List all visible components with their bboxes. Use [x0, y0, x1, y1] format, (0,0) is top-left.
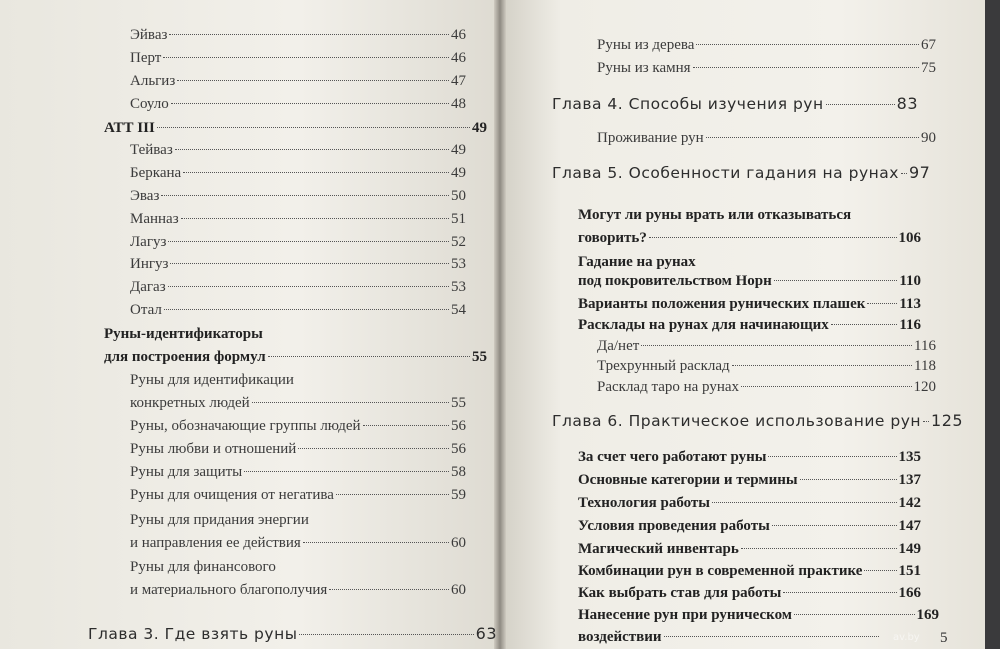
toc-page-number: 120: [913, 379, 936, 395]
toc-entry-title: Трехрунный расклад: [597, 358, 730, 374]
toc-page-number: 60: [451, 582, 466, 598]
toc-entry: [578, 315, 921, 335]
toc-page-number: 55: [451, 395, 466, 411]
toc-page-number: 53: [451, 256, 466, 272]
dot-leader: [774, 280, 898, 281]
toc-entry: [130, 393, 466, 413]
toc-entry: [130, 485, 466, 505]
dot-leader: [252, 402, 449, 403]
toc-entry: [552, 163, 931, 183]
toc-page-number: 67: [921, 37, 936, 53]
dot-leader: [712, 502, 897, 503]
dot-leader: [901, 173, 907, 174]
toc-page-number: 55: [472, 349, 487, 365]
toc-page-number: 151: [898, 563, 921, 579]
toc-page-number: 54: [451, 302, 466, 318]
dot-leader: [171, 103, 449, 104]
toc-page-number: 149: [898, 541, 921, 557]
toc-page-number: 116: [914, 338, 936, 354]
toc-entry-title: Условия проведения работы: [578, 518, 770, 534]
toc-entry-title: Руны любви и отношений: [130, 441, 297, 457]
toc-entry: [130, 277, 466, 297]
toc-entry: [578, 539, 921, 559]
toc-entry: [130, 48, 466, 68]
toc-page-number: 142: [898, 495, 921, 511]
toc-entry: [578, 516, 921, 536]
toc-entry: [130, 439, 466, 459]
toc-entry: [130, 462, 466, 482]
toc-entry-title: Магический инвентарь: [578, 541, 739, 557]
toc-entry-title: Глава 3. Где взять руны: [88, 625, 298, 643]
toc-entry: [130, 300, 466, 320]
page-number: 5: [940, 630, 948, 646]
toc-entry-title: За счет чего работают руны: [578, 449, 767, 465]
dot-leader: [706, 137, 919, 138]
toc-page-number: 46: [451, 50, 466, 66]
toc-entry: [130, 416, 466, 436]
toc-entry: [552, 94, 918, 114]
toc-entry-title: воздействии: [578, 629, 662, 645]
toc-page-number: 59: [451, 487, 466, 503]
toc-page-number: 118: [914, 358, 936, 374]
toc-entry-title: Расклад таро на рунах: [597, 379, 740, 395]
dot-leader: [177, 80, 449, 81]
toc-entry-title: Тейваз: [130, 142, 173, 158]
toc-entry-title: Руны для придания энергии: [130, 512, 309, 528]
toc-entry: [130, 140, 466, 160]
toc-page-number: 60: [451, 535, 466, 551]
toc-page-number: 75: [921, 60, 936, 76]
toc-entry: [130, 557, 466, 577]
toc-entry-title: Беркана: [130, 165, 182, 181]
toc-page-number: 56: [451, 441, 466, 457]
dot-leader: [696, 44, 919, 45]
toc-entry: [578, 447, 921, 467]
toc-entry-title: Да/нет: [597, 338, 640, 354]
toc-page-number: 49: [451, 142, 466, 158]
toc-entry-title: и направления ее действия: [130, 535, 301, 551]
toc-entry-title: Эйваз: [130, 27, 168, 43]
toc-entry: [578, 294, 921, 314]
toc-entry: [130, 186, 466, 206]
toc-page-number: 97: [908, 163, 931, 182]
toc-entry: [578, 561, 921, 581]
toc-entry-title: Комбинации рун в современной практике: [578, 563, 863, 579]
toc-page-number: 48: [451, 96, 466, 112]
toc-entry-title: Основные категории и термины: [578, 472, 798, 488]
toc-entry-title: Глава 4. Способы изучения рун: [552, 95, 824, 113]
toc-page-number: 166: [898, 585, 921, 601]
toc-page-number: 106: [898, 230, 921, 246]
dot-leader: [170, 263, 449, 264]
toc-entry: [597, 35, 936, 55]
toc-page-number: 113: [899, 296, 921, 312]
dot-leader: [268, 356, 470, 357]
toc-entry: [597, 377, 936, 397]
toc-entry-title: Лагуз: [130, 234, 167, 250]
toc-page-number: 50: [451, 188, 466, 204]
toc-entry: [130, 580, 466, 600]
toc-entry-title: Нанесение рун при руническом: [578, 607, 793, 623]
toc-entry-title: Как выбрать став для работы: [578, 585, 782, 601]
toc-entry: [104, 347, 487, 367]
toc-entry: [578, 205, 921, 225]
toc-entry-title: Соуло: [130, 96, 169, 112]
toc-entry: [130, 533, 466, 553]
toc-entry-title: Руны из камня: [597, 60, 691, 76]
toc-entry-title: АТТ III: [104, 120, 155, 136]
dot-leader: [183, 172, 449, 173]
dot-leader: [693, 67, 919, 68]
toc-entry-title: Дагаз: [130, 279, 166, 295]
toc-entry: [578, 627, 921, 647]
dot-leader: [298, 448, 449, 449]
toc-entry-title: Руны, обозначающие группы людей: [130, 418, 361, 434]
dot-leader: [649, 237, 897, 238]
dot-leader: [169, 34, 449, 35]
dot-leader: [831, 324, 898, 325]
toc-entry: [130, 209, 466, 229]
toc-page-number: 90: [921, 130, 936, 146]
toc-entry-title: Расклады на рунах для начинающих: [578, 317, 829, 333]
toc-entry: [130, 254, 466, 274]
dot-leader: [244, 471, 449, 472]
toc-entry-title: Эваз: [130, 188, 160, 204]
toc-entry: [597, 58, 936, 78]
toc-page-number: 116: [899, 317, 921, 333]
dot-leader: [161, 195, 449, 196]
toc-entry-title: Технология работы: [578, 495, 710, 511]
toc-entry: [597, 336, 936, 356]
toc-entry-title: Манназ: [130, 211, 179, 227]
toc-entry-title: и материального благополучия: [130, 582, 328, 598]
toc-page-number: 49: [451, 165, 466, 181]
toc-entry: [578, 583, 921, 603]
dot-leader: [168, 241, 449, 242]
toc-entry: [104, 324, 487, 344]
toc-entry: [597, 128, 936, 148]
dot-leader: [867, 303, 897, 304]
dot-leader: [175, 149, 449, 150]
toc-page-number: 110: [899, 273, 921, 289]
toc-entry: [130, 232, 466, 252]
toc-entry-title: Глава 5. Особенности гадания на рунах: [552, 164, 899, 182]
toc-entry: [578, 605, 939, 625]
toc-entry: [597, 356, 936, 376]
dot-leader: [181, 218, 449, 219]
toc-page-number: 58: [451, 464, 466, 480]
dot-leader: [168, 286, 449, 287]
toc-entry: [130, 94, 466, 114]
toc-entry: [130, 25, 466, 45]
toc-page-number: 147: [898, 518, 921, 534]
toc-entry-title: Варианты положения рунических плашек: [578, 296, 866, 312]
dot-leader: [157, 127, 470, 128]
toc-entry-title: Ингуз: [130, 256, 169, 272]
watermark: av.by: [893, 632, 920, 643]
dot-leader: [826, 104, 895, 105]
dot-leader: [164, 309, 449, 310]
toc-entry-title: Гадание на рунах: [578, 254, 696, 270]
dot-leader: [299, 634, 473, 635]
toc-entry-title: Могут ли руны врать или отказываться: [578, 207, 852, 223]
toc-entry: [130, 370, 466, 390]
toc-entry-title: Руны-идентификаторы: [104, 326, 263, 342]
toc-page-number: 46: [451, 27, 466, 43]
toc-page-number: 135: [898, 449, 921, 465]
dot-leader: [303, 542, 449, 543]
dot-leader: [664, 636, 879, 637]
dot-leader: [800, 479, 897, 480]
dot-leader: [923, 421, 929, 422]
toc-entry-title: конкретных людей: [130, 395, 250, 411]
toc-entry-title: Альгиз: [130, 73, 176, 89]
toc-page-number: 53: [451, 279, 466, 295]
toc-page-number: 83: [896, 94, 918, 113]
toc-page-number: 63: [475, 624, 497, 643]
toc-entry-title: Отал: [130, 302, 162, 318]
toc-entry-title: Проживание рун: [597, 130, 704, 146]
dot-leader: [163, 57, 449, 58]
dot-leader: [783, 592, 896, 593]
toc-entry: [104, 118, 487, 138]
dot-leader: [772, 525, 897, 526]
toc-entry-title: Руны для идентификации: [130, 372, 294, 388]
dot-leader: [732, 365, 912, 366]
toc-page-number: 51: [451, 211, 466, 227]
toc-entry-title: под покровительством Норн: [578, 273, 772, 289]
toc-entry-title: говорить?: [578, 230, 647, 246]
toc-page-number: 49: [472, 120, 487, 136]
toc-entry: [578, 271, 921, 291]
toc-entry-title: Руны для финансового: [130, 559, 276, 575]
dot-leader: [864, 570, 896, 571]
toc-entry: [552, 411, 964, 431]
dot-leader: [741, 386, 911, 387]
toc-page-number: 52: [451, 234, 466, 250]
toc-entry: [578, 252, 921, 272]
toc-entry: [578, 228, 921, 248]
dot-leader: [768, 456, 896, 457]
toc-entry: [130, 163, 466, 183]
dot-leader: [741, 548, 897, 549]
dot-leader: [794, 614, 914, 615]
toc-entry-title: Руны для очищения от негатива: [130, 487, 334, 503]
toc-page-number: 137: [898, 472, 921, 488]
dot-leader: [641, 345, 912, 346]
toc-entry: [578, 493, 921, 513]
toc-entry-title: Руны из дерева: [597, 37, 695, 53]
toc-entry: [578, 470, 921, 490]
toc-entry-title: Глава 6. Практическое использование рун: [552, 412, 922, 430]
toc-page-number: 56: [451, 418, 466, 434]
toc-entry: [130, 510, 466, 530]
toc-page-number: 125: [931, 411, 964, 430]
dot-leader: [329, 589, 449, 590]
dot-leader: [363, 425, 449, 426]
dot-leader: [336, 494, 449, 495]
toc-page-number: 47: [451, 73, 466, 89]
toc-entry: [130, 71, 466, 91]
toc-page-number: 169: [916, 607, 939, 623]
toc-entry-title: Перт: [130, 50, 162, 66]
toc-entry-title: Руны для защиты: [130, 464, 243, 480]
toc-entry: [88, 624, 497, 644]
book-gutter: [494, 0, 506, 649]
toc-entry-title: для построения формул: [104, 349, 266, 365]
